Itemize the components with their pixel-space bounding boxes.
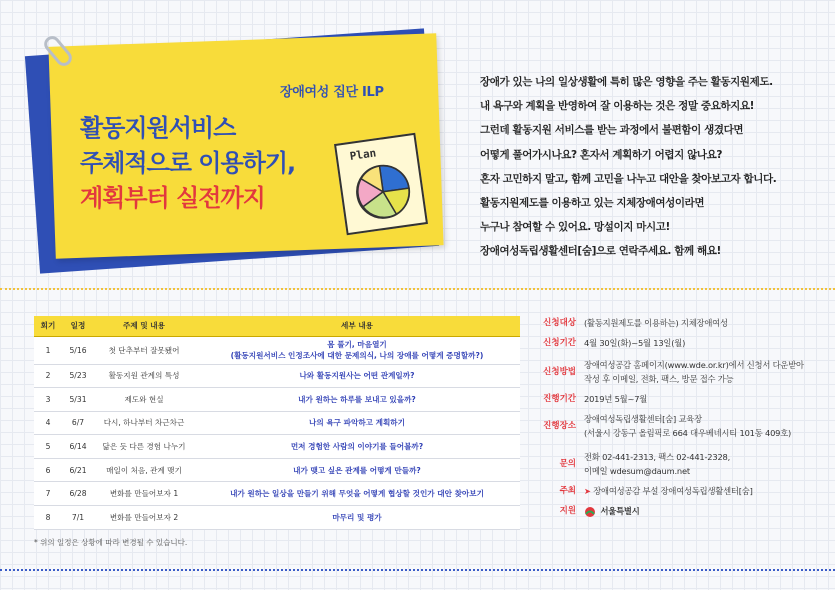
session-date: 6/7	[62, 411, 94, 435]
hero-title-line3: 계획부터 실전까지	[80, 184, 265, 212]
info-line: 이메일 wdesum@daum.net	[584, 466, 690, 476]
info-row-method	[540, 358, 825, 386]
session-detail: 내가 원하는 일상을 만들기 위해 무엇을 어떻게 협상할 것인가 대안 찾아보기	[194, 482, 520, 506]
info-label: 진행장소	[543, 421, 576, 431]
info-line: 2019년 5월~7월	[584, 394, 648, 404]
info-line: 전화 02-441-2313, 팩스 02-441-2328,	[584, 452, 731, 462]
intro-line: 그런데 활동지원 서비스를 받는 과정에서 불편함이 생겼다면	[480, 124, 744, 137]
hero-title-line2: 주체적으로 이용하기,	[80, 149, 296, 177]
info-line: 장애여성공감 홈페이지(www.wde.or.kr)에서 신청서 다운받아	[584, 360, 804, 370]
table-row	[34, 482, 520, 506]
session-date: 5/23	[62, 364, 94, 388]
intro-text	[480, 70, 820, 264]
info-value	[584, 358, 804, 386]
intro-line: 내 욕구와 계획을 반영하여 잘 이용하는 것은 정말 중요하지요!	[480, 100, 755, 113]
table-row	[34, 388, 520, 412]
session-topic: 활동지원 관계의 특성	[94, 364, 194, 388]
schedule-table	[34, 316, 520, 530]
session-topic: 첫 단추부터 잘못됐어	[94, 336, 194, 364]
session-detail: 나의 욕구 파악하고 계획하기	[194, 411, 520, 435]
session-topic: 변화를 만들어보자 2	[94, 506, 194, 530]
session-date: 6/14	[62, 435, 94, 459]
session-date: 5/16	[62, 336, 94, 364]
session-detail: 내가 맺고 싶은 관계를 어떻게 만들까?	[194, 458, 520, 482]
session-detail: 나와 활동지원사는 어떤 관계일까?	[194, 364, 520, 388]
session-no: 5	[34, 435, 62, 459]
intro-line: 어떻게 풀어가시나요? 혼자서 계획하기 어렵지 않나요?	[480, 148, 723, 161]
session-topic: 매일이 처음, 관계 맺기	[94, 458, 194, 482]
info-value	[584, 336, 685, 350]
divider-dotted-blue	[0, 569, 835, 571]
table-row	[34, 506, 520, 530]
host-logo-icon: ➤	[584, 486, 591, 496]
header-topic: 주제 및 내용	[94, 316, 194, 336]
info-panel	[540, 316, 825, 518]
info-line: 4월 30일(화)~5월 13일(월)	[584, 338, 686, 348]
session-date: 5/31	[62, 388, 94, 412]
info-label: 신청대상	[543, 318, 576, 328]
info-row-target	[540, 316, 825, 330]
session-detail-line1: 몸 풀기, 마음열기	[327, 340, 387, 349]
session-topic: 닮은 듯 다른 경험 나누기	[94, 435, 194, 459]
divider-dotted-yellow	[0, 288, 835, 290]
session-topic: 변화를 만들어보자 1	[94, 482, 194, 506]
info-line: (활동지원제도를 이용하는) 지체장애여성	[584, 318, 728, 328]
info-line: 장애여성공감 부설 장애여성독립생활센터[숨]	[593, 486, 753, 496]
session-no: 8	[34, 506, 62, 530]
info-value	[584, 412, 791, 440]
session-date: 6/28	[62, 482, 94, 506]
info-row-support	[540, 504, 825, 518]
info-row-host	[540, 484, 825, 498]
table-row	[34, 435, 520, 459]
session-topic: 제도와 현실	[94, 388, 194, 412]
info-value	[584, 484, 753, 498]
table-row	[34, 364, 520, 388]
session-detail: 마무리 및 평가	[194, 506, 520, 530]
intro-line: 누구나 참여할 수 있어요. 망설이지 마시고!	[480, 221, 670, 234]
info-value	[584, 316, 728, 330]
info-row-contact	[540, 450, 825, 478]
intro-line: 혼자 고민하지 말고, 함께 고민을 나누고 대안을 찾아보고자 합니다.	[480, 172, 777, 185]
session-detail: 먼저 경험한 사람의 이야기를 들어볼까?	[194, 435, 520, 459]
info-label: 지원	[559, 506, 576, 516]
info-line: (서울시 강동구 올림픽로 664 대우베네시티 101동 409호)	[584, 428, 792, 438]
info-label: 문의	[559, 459, 576, 469]
session-no: 6	[34, 458, 62, 482]
session-no: 3	[34, 388, 62, 412]
table-row	[34, 458, 520, 482]
info-row-duration	[540, 392, 825, 406]
pie-icon	[351, 160, 414, 223]
info-label: 주최	[559, 486, 576, 496]
session-no: 1	[34, 336, 62, 364]
seoul-logo-icon	[584, 506, 596, 518]
info-value	[584, 450, 730, 478]
header-date: 일정	[62, 316, 94, 336]
hero-title-line1: 활동지원서비스	[80, 114, 236, 142]
info-label: 진행기간	[543, 394, 576, 404]
info-label: 신청방법	[543, 367, 576, 377]
session-date: 6/21	[62, 458, 94, 482]
session-topic: 다시, 하나부터 차근차근	[94, 411, 194, 435]
table-row	[34, 411, 520, 435]
session-detail-line2: (활동지원서비스 인정조사에 대한 문제의식, 나의 장애를 어떻게 증명할까?)	[230, 351, 484, 360]
session-no: 4	[34, 411, 62, 435]
info-row-location	[540, 412, 825, 440]
session-no: 7	[34, 482, 62, 506]
header-session: 회기	[34, 316, 62, 336]
intro-line: 장애여성독립생활센터[숨]으로 연락주세요. 함께 해요!	[480, 245, 721, 258]
info-value	[584, 392, 647, 406]
table-header-row	[34, 316, 520, 336]
info-value	[584, 504, 640, 518]
plan-label: Plan	[348, 146, 378, 164]
schedule-note: * 위의 일정은 상황에 따라 변경될 수 있습니다.	[34, 538, 188, 547]
intro-line: 활동지원제도를 이용하고 있는 지체장애여성이라면	[480, 197, 705, 210]
info-line: 작성 후 이메일, 전화, 팩스, 방문 접수 가능	[584, 374, 734, 384]
table-row	[34, 336, 520, 364]
session-no: 2	[34, 364, 62, 388]
hero-subtitle: 장애여성 집단 ILP	[280, 85, 384, 100]
session-date: 7/1	[62, 506, 94, 530]
session-detail: 내가 원하는 하루를 보내고 있을까?	[194, 388, 520, 412]
info-label: 신청기간	[543, 338, 576, 348]
session-detail	[194, 336, 520, 364]
header-detail: 세부 내용	[194, 316, 520, 336]
intro-line: 장애가 있는 나의 일상생활에 특히 많은 영향을 주는 활동지원제도.	[480, 76, 773, 88]
plan-illustration	[334, 133, 428, 236]
info-row-period	[540, 336, 825, 350]
info-line: 서울특별시	[600, 506, 640, 516]
info-line: 장애여성독립생활센터[숨] 교육장	[584, 414, 702, 424]
